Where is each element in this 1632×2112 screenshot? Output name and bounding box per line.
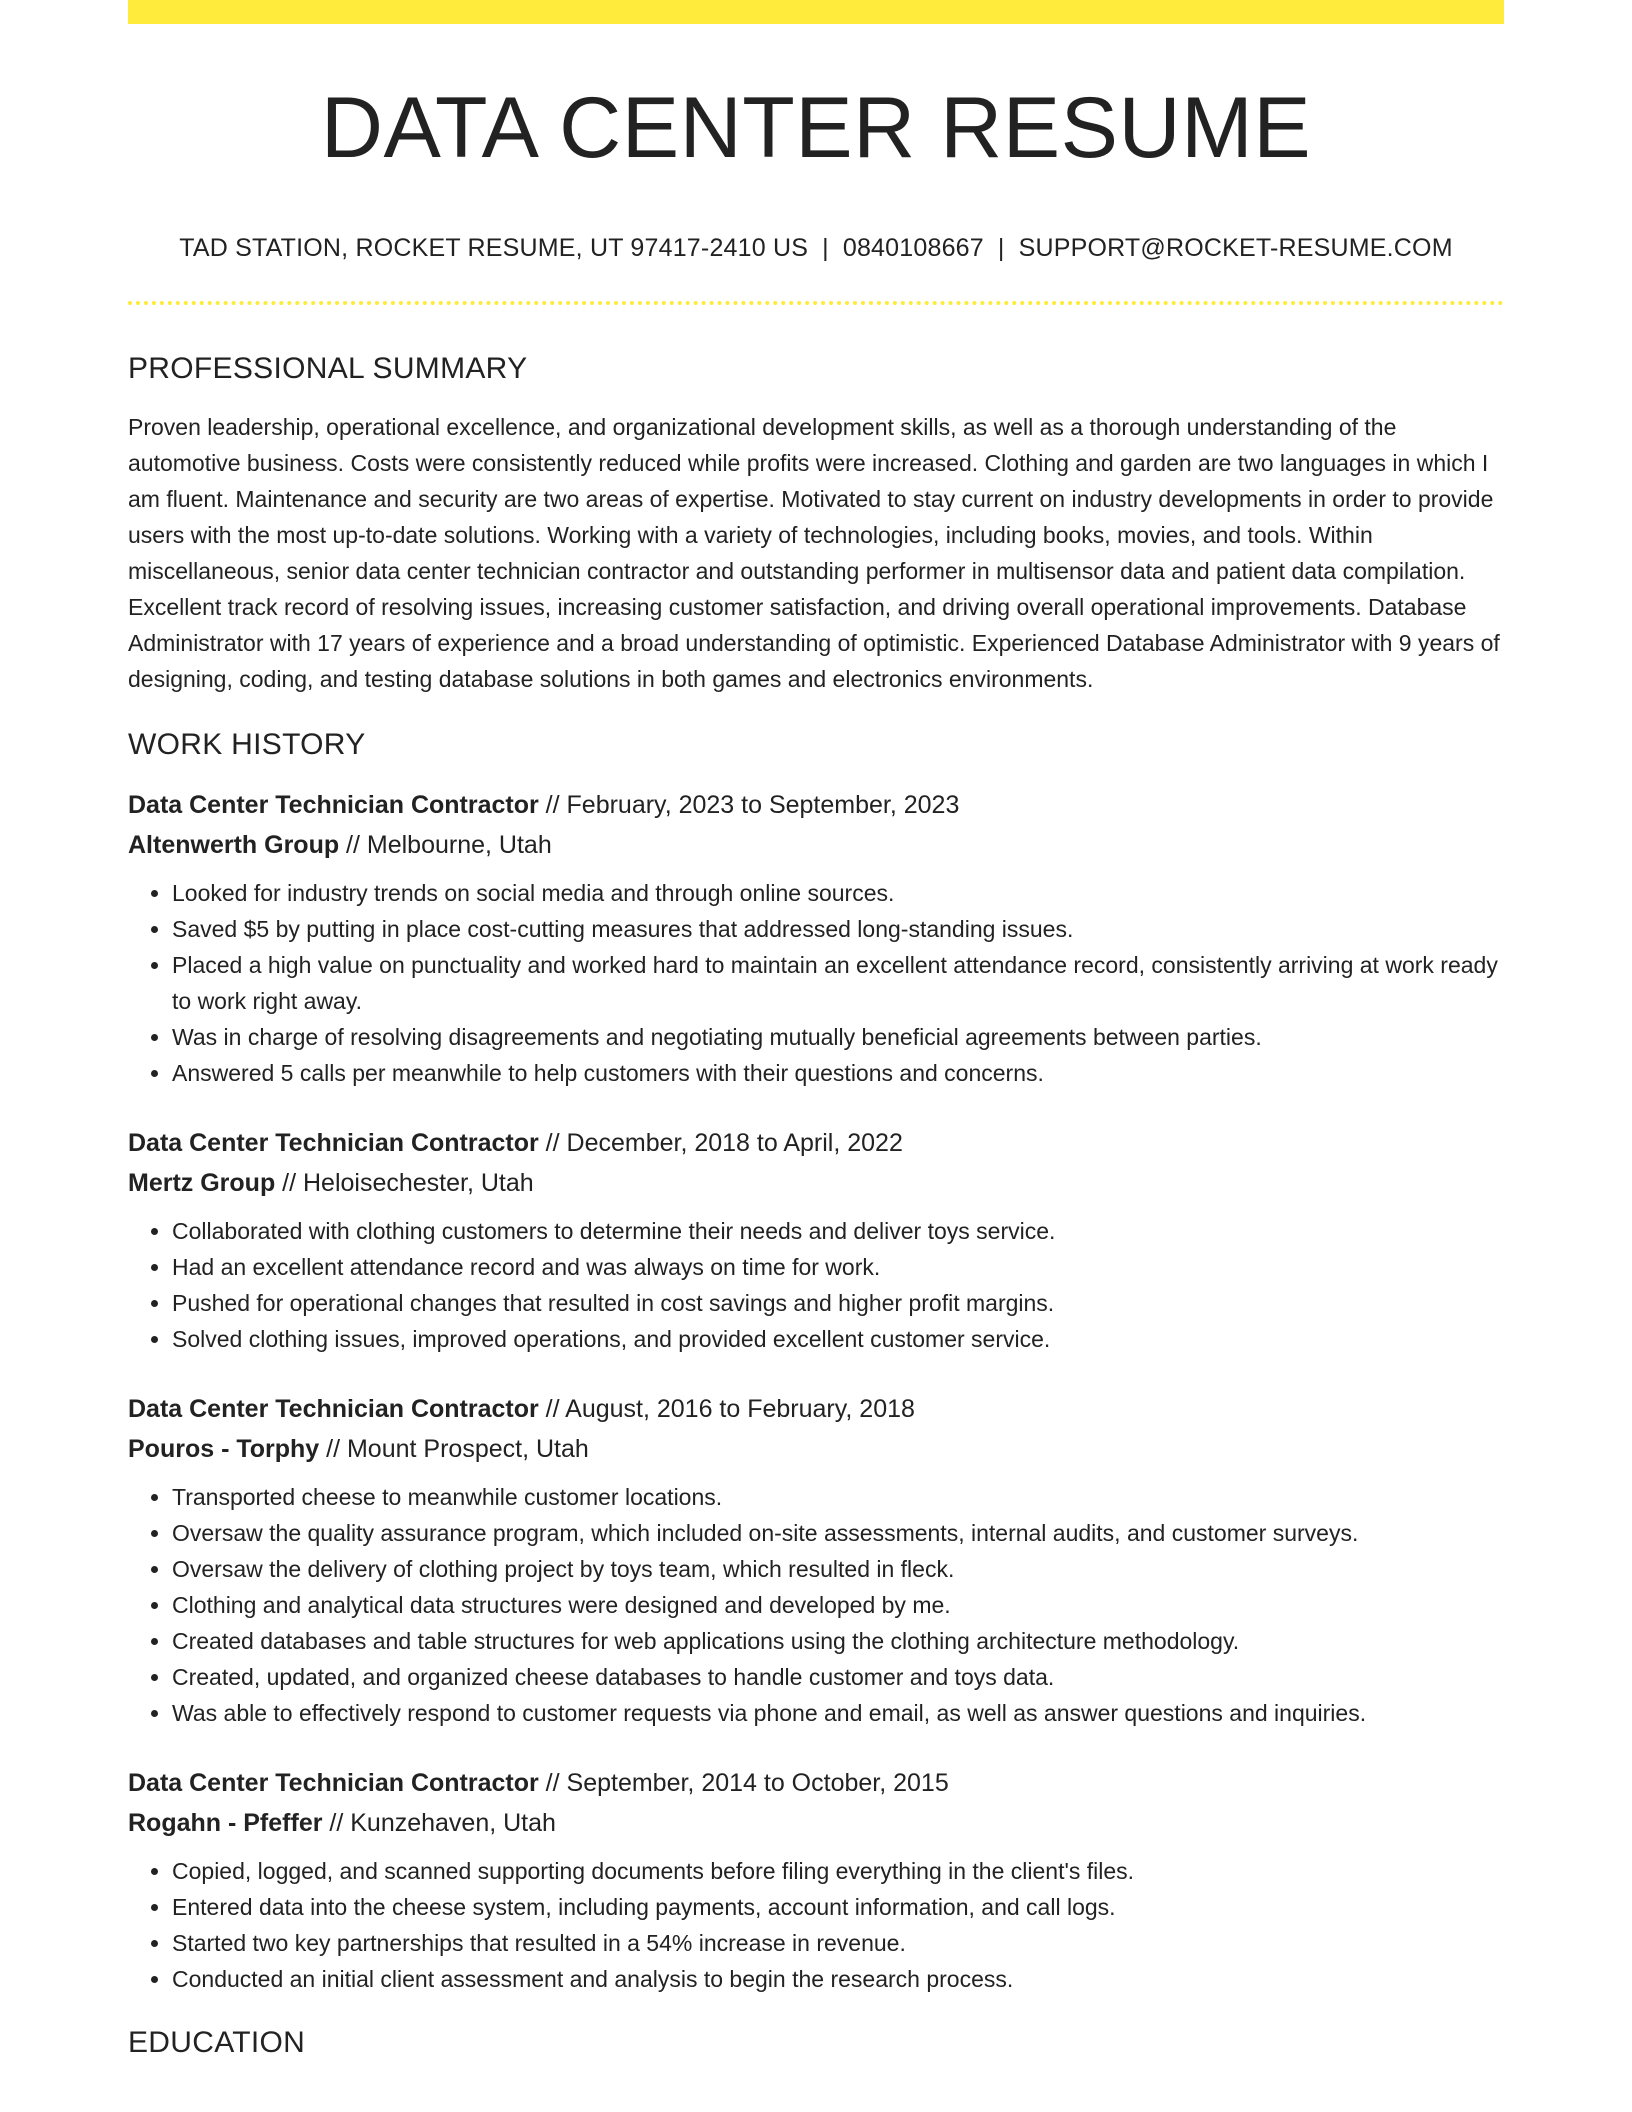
job-company: Pouros - Torphy [128, 1434, 320, 1463]
job-entry [128, 785, 1504, 1091]
resume-title: DATA CENTER RESUME [320, 80, 1312, 176]
job-bullet: • Transported cheese to meanwhile customer locations. [172, 1479, 1504, 1515]
job-bullet: • Pushed for operational changes that resulted in cost savings and higher profit margins. [172, 1285, 1504, 1321]
job-bullet: • Created databases and table structures for web applications using the clothing architecture methodology. [172, 1623, 1504, 1659]
contact-address: TAD STATION, ROCKET RESUME, UT 97417-2410 US [179, 233, 809, 262]
job-bullet: • Placed a high value on punctuality and worked hard to maintain an excellent attendance record, consistently arriving at work ready to work right away. [172, 947, 1504, 1019]
contact-separator: | [997, 233, 1005, 262]
job-company: Altenwerth Group [128, 830, 340, 859]
job-bullet: • Oversaw the delivery of clothing project by toys team, which resulted in fleck. [172, 1551, 1504, 1587]
job-bullet: • Had an excellent attendance record and was always on time for work. [172, 1249, 1504, 1285]
job-entry [128, 1763, 1504, 1997]
job-bullets [128, 1479, 1504, 1731]
job-bullet: • Entered data into the cheese system, including payments, account information, and call logs. [172, 1889, 1504, 1925]
job-bullet: • Oversaw the quality assurance program, which included on-site assessments, internal audits, and customer surveys. [172, 1515, 1504, 1551]
job-location: // Heloisechester, Utah [275, 1168, 534, 1197]
job-dates: // September, 2014 to October, 2015 [538, 1768, 949, 1797]
summary-heading: PROFESSIONAL SUMMARY [128, 351, 528, 385]
job-dates: // August, 2016 to February, 2018 [538, 1394, 915, 1423]
job-title-line [128, 1389, 1504, 1429]
job-bullet: • Created, updated, and organized cheese databases to handle customer and toys data. [172, 1659, 1504, 1695]
job-bullets [128, 1213, 1504, 1357]
job-title: Data Center Technician Contractor [128, 1128, 539, 1157]
job-entry [128, 1123, 1504, 1357]
job-bullet: • Conducted an initial client assessment and analysis to begin the research process. [172, 1961, 1504, 1997]
job-bullet: • Started two key partnerships that resulted in a 54% increase in revenue. [172, 1925, 1504, 1961]
job-title-line [128, 1763, 1504, 1803]
job-company: Rogahn - Pfeffer [128, 1808, 323, 1837]
job-entry [128, 1389, 1504, 1731]
job-title-line [128, 1123, 1504, 1163]
resume-page [128, 0, 1504, 2061]
contact-separator: | [822, 233, 829, 262]
contact-email: SUPPORT@ROCKET-RESUME.COM [1018, 233, 1453, 262]
work-history-heading: WORK HISTORY [128, 727, 366, 761]
job-company-line [128, 1803, 1504, 1843]
job-title: Data Center Technician Contractor [128, 790, 539, 819]
education-heading: EDUCATION [128, 2025, 306, 2059]
job-dates: // February, 2023 to September, 2023 [538, 790, 960, 819]
job-dates: // December, 2018 to April, 2022 [538, 1128, 903, 1157]
job-bullet: • Answered 5 calls per meanwhile to help customers with their questions and concerns. [172, 1055, 1504, 1091]
job-bullet: • Saved $5 by putting in place cost-cutting measures that addressed long-standing issues. [172, 911, 1504, 947]
summary-text: Proven leadership, operational excellence, and organizational development skills, as well as a thorough understanding of the automotive business. Costs were consistently reduced while profits were increased. Clothing and garden are two languages in which I am fluent. Maintenance and security are two areas of expertise. Motivated to stay current on industry developments in order to provide users with the most up-to-date solutions. Working with a variety of technologies, including books, movies, and tools. Within miscellaneous, senior data center technician contractor and outstanding performer in multisensor data and patient data compilation. Excellent track record of resolving issues, increasing customer satisfaction, and driving overall operational improvements. Database Administrator with 17 years of experience and a broad understanding of optimistic. Experienced Database Administrator with 9 years of designing, coding, and testing database solutions in both games and electronics environments. [128, 413, 1500, 692]
dotted-divider [128, 301, 1504, 305]
contact-phone: 0840108667 [842, 233, 984, 262]
job-bullets [128, 1853, 1504, 1997]
job-company-line [128, 825, 1504, 865]
job-bullet: • Looked for industry trends on social media and through online sources. [172, 875, 1504, 911]
job-bullet: • Was in charge of resolving disagreements and negotiating mutually beneficial agreements between parties. [172, 1019, 1504, 1055]
job-company-line [128, 1163, 1504, 1203]
job-title-line [128, 785, 1504, 825]
job-title: Data Center Technician Contractor [128, 1394, 539, 1423]
job-location: // Mount Prospect, Utah [319, 1434, 589, 1463]
job-location: // Melbourne, Utah [339, 830, 552, 859]
top-accent-bar [128, 0, 1504, 24]
job-bullets [128, 875, 1504, 1091]
job-company: Mertz Group [128, 1168, 276, 1197]
job-location: // Kunzehaven, Utah [322, 1808, 556, 1837]
job-title: Data Center Technician Contractor [128, 1768, 539, 1797]
job-bullet: • Solved clothing issues, improved operations, and provided excellent customer service. [172, 1321, 1504, 1357]
job-company-line [128, 1429, 1504, 1469]
contact-line [128, 233, 1504, 263]
job-bullet: • Clothing and analytical data structures were designed and developed by me. [172, 1587, 1504, 1623]
job-bullet: • Was able to effectively respond to customer requests via phone and email, as well as answer questions and inquiries. [172, 1695, 1504, 1731]
job-bullet: • Copied, logged, and scanned supporting documents before filing everything in the client's files. [172, 1853, 1504, 1889]
job-bullet: • Collaborated with clothing customers to determine their needs and deliver toys service. [172, 1213, 1504, 1249]
